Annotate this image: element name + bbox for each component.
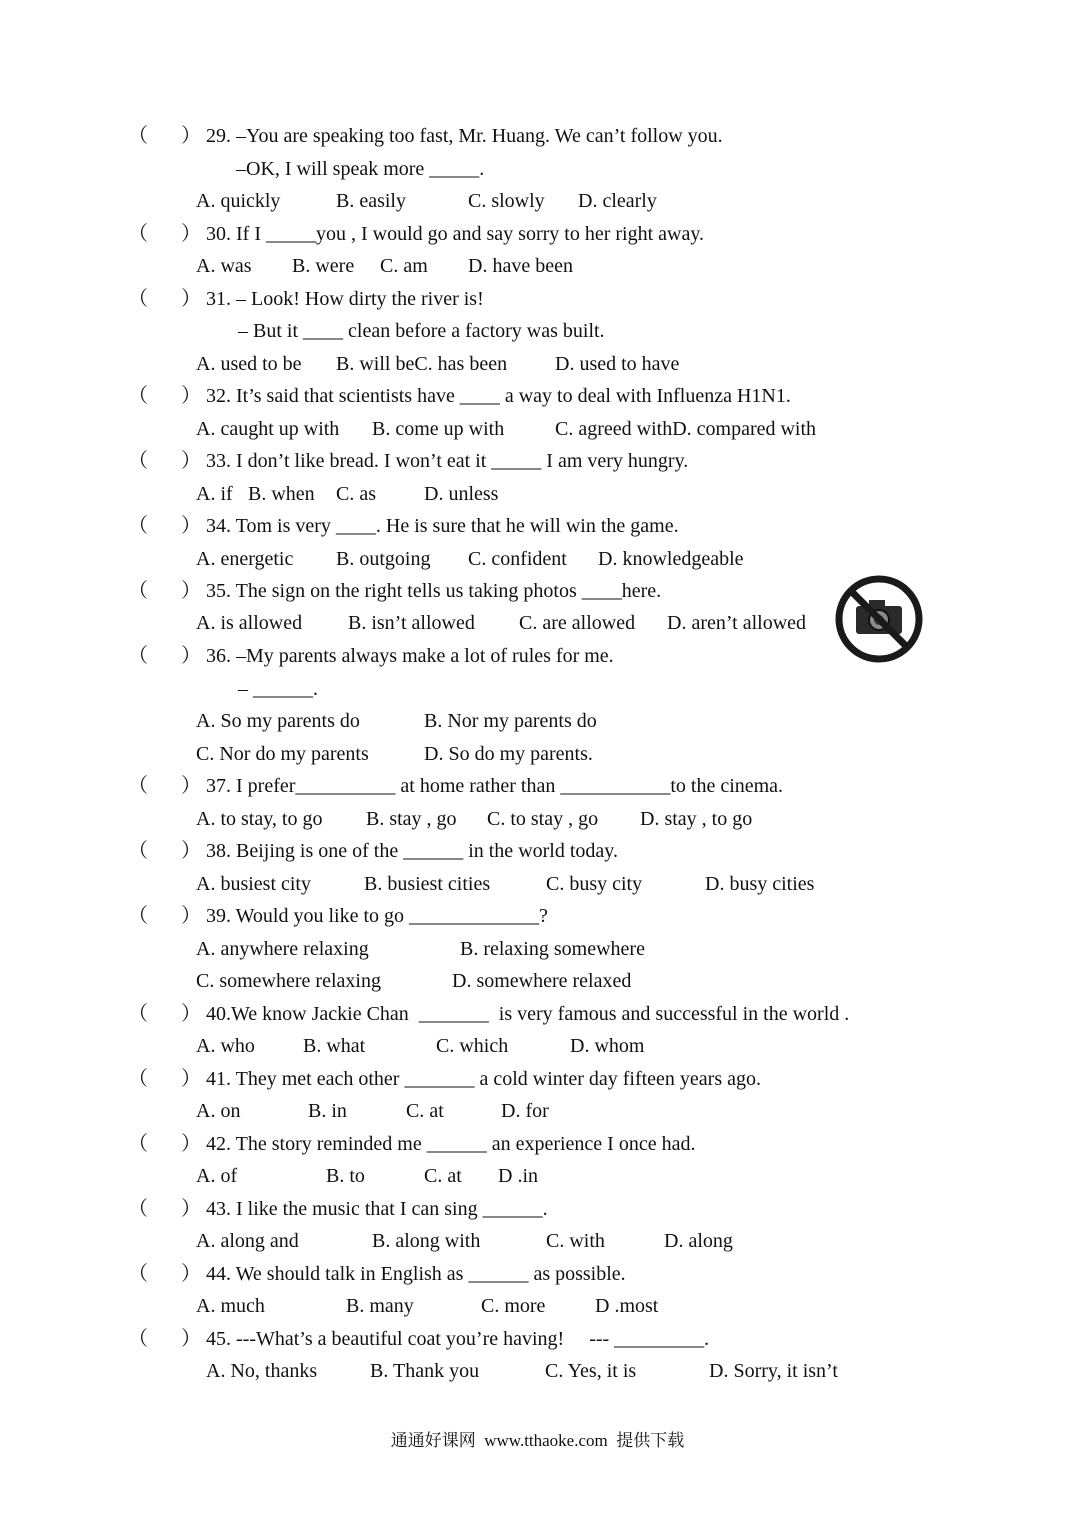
- answer-bracket-close: ）: [181, 645, 201, 667]
- option-d: D. for: [501, 1100, 549, 1122]
- option-c: C. somewhere relaxing: [196, 970, 381, 992]
- option-a: A. caught up with: [196, 418, 340, 440]
- option-b: B. stay , go: [366, 808, 457, 830]
- question-stem: 38. Beijing is one of the ______ in the world today.: [206, 840, 618, 862]
- option-a: A. if: [196, 483, 233, 505]
- option-c: C. Yes, it is: [545, 1360, 637, 1382]
- answer-bracket-open: （: [128, 775, 148, 797]
- question-stem: 45. ---What’s a beautiful coat you’re having! --- _________.: [206, 1328, 710, 1350]
- question-stem-line: – But it ____ clean before a factory was built.: [238, 320, 605, 342]
- option-c: C. more: [481, 1295, 546, 1317]
- answer-bracket-open: （: [128, 840, 148, 862]
- question-stem: 32. It’s said that scientists have ____ a way to deal with Influenza H1N1.: [206, 385, 791, 407]
- no-camera-icon: [829, 574, 929, 664]
- option-a: A. So my parents do: [196, 710, 360, 732]
- option-a: A. energetic: [196, 548, 294, 570]
- option-a: A. busiest city: [196, 873, 311, 895]
- option-c: C. busy city: [546, 873, 643, 895]
- answer-bracket-open: （: [128, 1328, 148, 1350]
- question-stem: 34. Tom is very ____. He is sure that he will win the game.: [206, 515, 679, 537]
- option-b: B. in: [308, 1100, 347, 1122]
- question-stem: 44. We should talk in English as ______ as possible.: [206, 1263, 626, 1285]
- answer-bracket-close: ）: [181, 1198, 201, 1220]
- option-a: A. on: [196, 1100, 241, 1122]
- answer-bracket-close: ）: [181, 288, 201, 310]
- option-c: C. are allowed: [519, 612, 636, 634]
- answer-bracket-close: ）: [181, 1328, 201, 1350]
- answer-bracket-close: ）: [181, 580, 201, 602]
- option-c: C. confident: [468, 548, 567, 570]
- answer-bracket-close: ）: [181, 385, 201, 407]
- option-a: A. No, thanks: [206, 1360, 318, 1382]
- answer-bracket-open: （: [128, 1068, 148, 1090]
- option-b: B. Nor my parents do: [424, 710, 597, 732]
- answer-bracket-close: ）: [181, 905, 201, 927]
- answer-bracket-open: （: [128, 580, 148, 602]
- page-footer: 通通好课网 www.tthaoke.com 提供下载: [390, 1431, 685, 1450]
- option-a: A. along and: [196, 1230, 299, 1252]
- option-d: D. somewhere relaxed: [452, 970, 632, 992]
- option-b: B. busiest cities: [364, 873, 491, 895]
- option-a: A. used to be: [196, 353, 302, 375]
- question-stem: 36. –My parents always make a lot of rules for me.: [206, 645, 614, 667]
- option-d: D. busy cities: [705, 873, 815, 895]
- option-c: C. to stay , go: [487, 808, 599, 830]
- option-c: C. at: [406, 1100, 444, 1122]
- option-b: B. many: [346, 1295, 414, 1317]
- option-c: C. slowly: [468, 190, 545, 212]
- option-b: B. when: [248, 483, 315, 505]
- option-b: B. will beC. has been: [336, 353, 508, 375]
- option-c: C. agreed withD. compared with: [555, 418, 817, 440]
- option-a: A. is allowed: [196, 612, 303, 634]
- option-d: D. along: [664, 1230, 733, 1252]
- option-d: D. whom: [570, 1035, 645, 1057]
- option-a: A. was: [196, 255, 252, 277]
- option-b: B. come up with: [372, 418, 505, 440]
- answer-bracket-close: ）: [181, 775, 201, 797]
- answer-bracket-open: （: [128, 125, 148, 147]
- answer-bracket-open: （: [128, 515, 148, 537]
- option-d: D. clearly: [578, 190, 657, 212]
- question-stem: 35. The sign on the right tells us taking photos ____here.: [206, 580, 662, 602]
- option-d: D .most: [595, 1295, 659, 1317]
- option-d: D. stay , to go: [640, 808, 753, 830]
- answer-bracket-close: ）: [181, 1263, 201, 1285]
- question-stem: 30. If I _____you , I would go and say sorry to her right away.: [206, 223, 705, 245]
- option-b: B. to: [326, 1165, 365, 1187]
- answer-bracket-open: （: [128, 1003, 148, 1025]
- answer-bracket-open: （: [128, 905, 148, 927]
- answer-bracket-open: （: [128, 645, 148, 667]
- question-stem: 31. – Look! How dirty the river is!: [206, 288, 484, 310]
- option-d: D .in: [498, 1165, 538, 1187]
- question-stem: 40.We know Jackie Chan _______ is very famous and successful in the world .: [206, 1003, 850, 1025]
- option-b: B. outgoing: [336, 548, 431, 570]
- question-stem: 41. They met each other _______ a cold winter day fifteen years ago.: [206, 1068, 761, 1090]
- answer-bracket-open: （: [128, 1133, 148, 1155]
- option-c: C. as: [336, 483, 376, 505]
- question-stem: 43. I like the music that I can sing ______.: [206, 1198, 548, 1220]
- answer-bracket-open: （: [128, 450, 148, 472]
- answer-bracket-close: ）: [181, 515, 201, 537]
- question-stem-line: –OK, I will speak more _____.: [236, 158, 485, 180]
- option-a: A. who: [196, 1035, 255, 1057]
- option-d: D. unless: [424, 483, 499, 505]
- option-a: A. to stay, to go: [196, 808, 323, 830]
- question-stem: 39. Would you like to go _____________?: [206, 905, 548, 927]
- option-d: D. So do my parents.: [424, 743, 593, 765]
- answer-bracket-open: （: [128, 1198, 148, 1220]
- answer-bracket-open: （: [128, 223, 148, 245]
- option-a: A. of: [196, 1165, 238, 1187]
- option-d: D. aren’t allowed: [667, 612, 807, 634]
- answer-bracket-open: （: [128, 1263, 148, 1285]
- option-a: A. much: [196, 1295, 265, 1317]
- option-b: B. along with: [372, 1230, 481, 1252]
- option-b: B. easily: [336, 190, 406, 212]
- question-stem: 29. –You are speaking too fast, Mr. Huang. We can’t follow you.: [206, 125, 723, 147]
- answer-bracket-close: ）: [181, 125, 201, 147]
- option-c: C. am: [380, 255, 428, 277]
- answer-bracket-close: ）: [181, 1003, 201, 1025]
- answer-bracket-open: （: [128, 385, 148, 407]
- option-c: C. which: [436, 1035, 509, 1057]
- question-stem-line: – ______.: [238, 678, 318, 700]
- option-b: B. relaxing somewhere: [460, 938, 645, 960]
- option-a: A. quickly: [196, 190, 281, 212]
- question-stem: 33. I don’t like bread. I won’t eat it _____ I am very hungry.: [206, 450, 689, 472]
- option-b: B. isn’t allowed: [348, 612, 475, 634]
- question-stem: 42. The story reminded me ______ an experience I once had.: [206, 1133, 696, 1155]
- option-b: B. what: [303, 1035, 366, 1057]
- option-d: D. have been: [468, 255, 573, 277]
- answer-bracket-close: ）: [181, 840, 201, 862]
- answer-bracket-close: ）: [181, 223, 201, 245]
- option-b: B. Thank you: [370, 1360, 480, 1382]
- question-stem: 37. I prefer__________ at home rather than ___________to the cinema.: [206, 775, 784, 797]
- option-c: C. at: [424, 1165, 462, 1187]
- option-b: B. were: [292, 255, 355, 277]
- option-c: C. Nor do my parents: [196, 743, 369, 765]
- option-c: C. with: [546, 1230, 605, 1252]
- answer-bracket-close: ）: [181, 1068, 201, 1090]
- answer-bracket-close: ）: [181, 450, 201, 472]
- option-d: D. used to have: [555, 353, 680, 375]
- answer-bracket-open: （: [128, 288, 148, 310]
- option-d: D. knowledgeable: [598, 548, 744, 570]
- answer-bracket-close: ）: [181, 1133, 201, 1155]
- option-d: D. Sorry, it isn’t: [709, 1360, 838, 1382]
- option-a: A. anywhere relaxing: [196, 938, 369, 960]
